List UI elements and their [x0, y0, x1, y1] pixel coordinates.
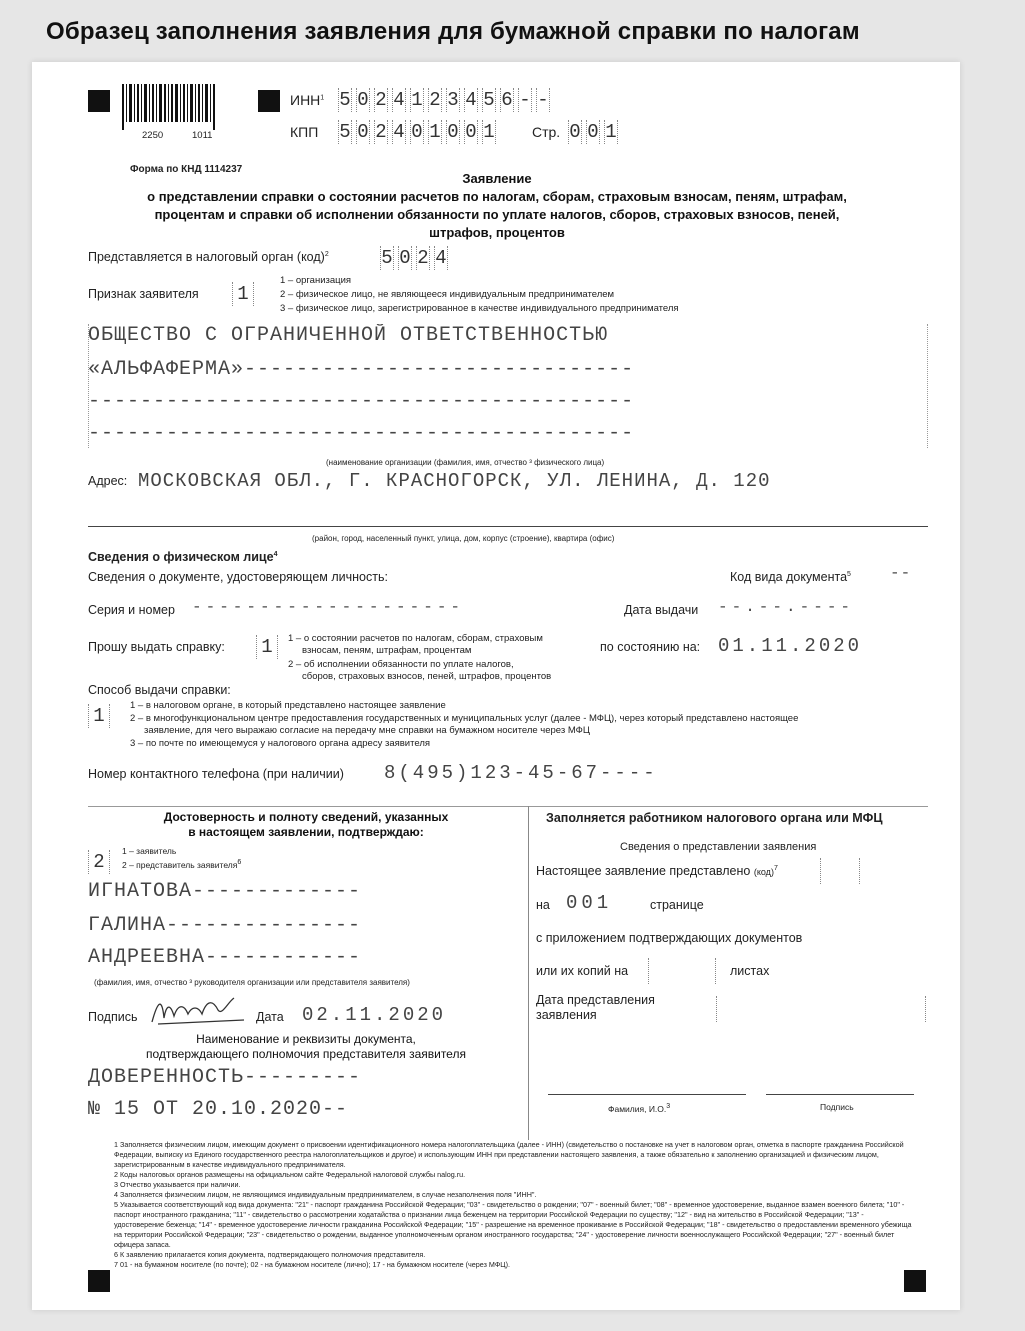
- name-field[interactable]: ГАЛИНА---------------: [88, 914, 362, 937]
- issue-date-field[interactable]: --.--.----: [718, 598, 855, 616]
- inn-cells-cell: 2: [375, 89, 387, 111]
- corner-marker: [258, 90, 280, 112]
- kpp-cells-cell: 4: [393, 121, 405, 143]
- submission-date-label: Дата представления заявления: [536, 993, 655, 1022]
- phone-field[interactable]: 8(495)123-45-67----: [384, 762, 658, 784]
- page-field[interactable]: [568, 120, 622, 144]
- applicant-sign-field[interactable]: 1: [232, 282, 258, 306]
- inn-label: ИНН$^1$: [290, 92, 325, 108]
- corner-marker: [88, 1270, 110, 1292]
- request-option-1a: 1 – о состоянии расчетов по налогам, сборам, страховым: [288, 633, 543, 644]
- on-label: на: [536, 898, 550, 912]
- copies-label: или их копий на: [536, 964, 629, 978]
- issue-date-label: Дата выдачи: [624, 603, 699, 617]
- tax-cells-cell: 2: [417, 247, 429, 269]
- corner-marker: [904, 1270, 926, 1292]
- presented-label: Настоящее заявление представлено (код)$^7$: [536, 864, 778, 878]
- official-fio-caption: Фамилия, И.О.$^3$: [608, 1103, 671, 1114]
- kpp-cells-cell: 0: [411, 121, 423, 143]
- delivery-field[interactable]: 1: [88, 704, 114, 728]
- delivery-label: Способ выдачи справки:: [88, 683, 231, 697]
- kpp-cells-cell: 1: [429, 121, 441, 143]
- inn-cells-cell: 3: [447, 89, 459, 111]
- fio-line: [548, 1094, 746, 1095]
- tax-office-code-field[interactable]: [380, 246, 452, 270]
- kpp-field[interactable]: [338, 120, 500, 144]
- date-label: Дата: [256, 1010, 284, 1024]
- footnote-3: 3 Отчество указывается при наличии.: [114, 1180, 241, 1189]
- tax-cells-cell: 5: [381, 247, 393, 269]
- kpp-cells-cell: 1: [483, 121, 495, 143]
- inn-cells-cell: -: [537, 89, 549, 111]
- delivery-option-2: 2 – в многофункциональном центре предоставления государственных и муниципальных услуг (далее - МФЦ), через который представлено настоящее: [130, 713, 799, 724]
- footnote-2: 2 Коды налоговых органов размещены на официальном сайте Федеральной налоговой службы nalog.ru.: [114, 1170, 466, 1179]
- footnotes: [114, 1140, 914, 1270]
- barcode-number-right: 1011: [192, 130, 213, 141]
- authority-doc-row-2[interactable]: № 15 ОТ 20.10.2020--: [88, 1098, 349, 1121]
- footnote-4: 4 Заполняется физическим лицом, не являющимся индивидуальным предпринимателем, в случае незаполнения поля "ИНН".: [114, 1190, 537, 1199]
- inn-cells-cell: 5: [339, 89, 351, 111]
- footnote-6: 6 К заявлению прилагается копия документа, подтверждающего полномочия представителя.: [114, 1250, 426, 1259]
- inn-cells-cell: 4: [465, 89, 477, 111]
- barcode-icon: [122, 84, 216, 130]
- page-cells-cell: 0: [587, 121, 599, 143]
- org-name-row-4[interactable]: ------------------------------------------: [88, 422, 635, 445]
- applicant-option-3: 3 – физическое лицо, зарегистрированное в качестве индивидуального предпринимателя: [280, 303, 679, 314]
- tax-cells-cell: 4: [435, 247, 447, 269]
- tax-office-label: Представляется в налоговый орган (код)$^2$: [88, 250, 329, 264]
- org-name-row-3[interactable]: ------------------------------------------: [88, 390, 635, 413]
- inn-field[interactable]: [338, 88, 554, 112]
- barcode-number-left: 2250: [142, 130, 164, 141]
- org-name-row-1[interactable]: ОБЩЕСТВО С ОГРАНИЧЕННОЙ ОТВЕТСТВЕННОСТЬЮ: [88, 324, 609, 347]
- form-code: Форма по КНД 1114237: [130, 164, 243, 175]
- kpp-cells-cell: 2: [375, 121, 387, 143]
- applicant-sign-label: Признак заявителя: [88, 287, 199, 301]
- presented-code-field[interactable]: [820, 858, 860, 884]
- inn-cells-cell: 4: [393, 89, 405, 111]
- fio-caption: (фамилия, имя, отчество ³ руководителя организации или представителя заявителя): [94, 978, 410, 987]
- pages-field[interactable]: 001: [566, 892, 613, 914]
- inn-cells-cell: 1: [411, 89, 423, 111]
- official-sign-caption: Подпись: [820, 1102, 854, 1112]
- surname-field[interactable]: ИГНАТОВА-------------: [88, 880, 362, 903]
- inn-cells-cell: 0: [357, 89, 369, 111]
- barcode: [122, 84, 216, 130]
- org-name-row-2[interactable]: «АЛЬФАФЕРМА»------------------------------: [88, 358, 635, 381]
- confirm-heading: Достоверность и полноту сведений, указанных в настоящем заявлении, подтверждаю:: [163, 810, 449, 839]
- doc-code-label: Код вида документа$^5$: [730, 570, 851, 584]
- applicant-option-1: 1 – организация: [280, 275, 352, 286]
- footnote-1: 1 Заполняется физическим лицом, имеющим документ о присвоении идентификационного номера налогоплательщика (далее - ИНН) (свидетельство о постановке на учет в налоговом орган, отметка в паспорте гражданина Российской Федерации, выписку из Единого государственного реестра налогоплательщиков и другое) и использующим ИНН при представлении настоящего заявления, а также обязательно к заполнению организацией и физическим лицом, зарегистрированным в качестве индивидуального предпринимателя.: [114, 1140, 904, 1169]
- footnote-7: 7 01 - на бумажном носителе (по почте); 02 - на бумажном носителе (лично); 17 - на бумажном носителе (через МФЦ).: [114, 1260, 510, 1269]
- submission-date-field[interactable]: [716, 996, 926, 1022]
- as-of-date-field[interactable]: 01.11.2020: [718, 635, 863, 657]
- confirm-field[interactable]: 2: [88, 850, 114, 874]
- patronymic-field[interactable]: АНДРЕЕВНА------------: [88, 946, 362, 969]
- section-divider: [88, 806, 928, 807]
- tax-cells-cell: 0: [399, 247, 411, 269]
- address-value[interactable]: МОСКОВСКАЯ ОБЛ., Г. КРАСНОГОРСК, УЛ. ЛЕНИНА, Д. 120: [138, 470, 771, 492]
- request-field[interactable]: 1: [256, 635, 282, 659]
- series-label: Серия и номер: [88, 603, 175, 617]
- page-title: Образец заполнения заявления для бумажной справки по налогам: [46, 18, 860, 45]
- as-of-label: по состоянию на:: [600, 640, 701, 654]
- series-field[interactable]: --------------------: [192, 598, 465, 616]
- org-name-caption: (наименование организации (фамилия, имя, отчество ³ физического лица): [326, 458, 605, 467]
- applicant-option-2: 2 – физическое лицо, не являющееся индивидуальным предпринимателем: [280, 289, 615, 300]
- kpp-label: КПП: [290, 124, 319, 140]
- address-caption: (район, город, населенный пункт, улица, дом, корпус (строение), квартира (офис): [312, 534, 615, 543]
- attach-label: с приложением подтверждающих документов: [536, 931, 803, 945]
- sign-date-field[interactable]: 02.11.2020: [302, 1004, 447, 1026]
- kpp-cells-cell: 0: [447, 121, 459, 143]
- inn-cells-cell: 5: [483, 89, 495, 111]
- phone-label: Номер контактного телефона (при наличии): [88, 767, 344, 781]
- application-form-sheet: [32, 62, 960, 1310]
- authority-doc-heading: Наименование и реквизиты документа, подтверждающего полномочия представителя заявителя: [146, 1032, 466, 1061]
- inn-cells-cell: 6: [501, 89, 513, 111]
- copies-field[interactable]: [648, 958, 716, 984]
- signature-image: [148, 992, 248, 1028]
- address-label: Адрес:: [88, 474, 128, 488]
- confirm-option-2: 2 – представитель заявителя$^6$: [122, 859, 242, 870]
- doc-label: Сведения о документе, удостоверяющем личность:: [88, 570, 388, 584]
- form-title: Заявление о представлении справки о состоянии расчетов по налогам, сборам, страховым взносам, пеням, штрафам, процентам и справки об исполнении обязанности по уплате налогов, сборов, страховых взносов, пеней, штрафов, процентов: [147, 171, 847, 240]
- column-divider: [528, 806, 529, 1140]
- page-cells-cell: 1: [605, 121, 617, 143]
- request-option-2a: 2 – об исполнении обязанности по уплате налогов,: [288, 659, 514, 670]
- official-heading: Заполняется работником налогового органа или МФЦ: [546, 811, 883, 825]
- inn-cells-cell: 2: [429, 89, 441, 111]
- page-cells-cell: 0: [569, 121, 581, 143]
- doc-code-field[interactable]: --: [890, 564, 912, 582]
- corner-marker: [88, 90, 110, 112]
- authority-doc-row-1[interactable]: ДОВЕРЕННОСТЬ---------: [88, 1066, 362, 1089]
- page-label: Стр.: [532, 124, 561, 140]
- confirm-option-1: 1 – заявитель: [122, 846, 177, 856]
- signature-label: Подпись: [88, 1010, 138, 1024]
- official-sub: Сведения о представлении заявления: [620, 841, 817, 853]
- pages-label: странице: [650, 898, 704, 912]
- request-option-2b: сборов, страховых взносов, пеней, штрафов, процентов: [302, 671, 552, 682]
- inn-cells-cell: -: [519, 89, 531, 111]
- kpp-cells-cell: 5: [339, 121, 351, 143]
- person-heading: Сведения о физическом лице$^4$: [88, 550, 278, 564]
- kpp-cells-cell: 0: [465, 121, 477, 143]
- signature-line: [766, 1094, 914, 1095]
- delivery-option-3: 3 – по почте по имеющемуся у налогового органа адресу заявителя: [130, 738, 431, 749]
- delivery-option-2b: заявление, для чего выражаю согласие на передачу мне справки на бумажном носителе через МФЦ: [144, 725, 590, 736]
- address-line: [88, 526, 928, 527]
- delivery-option-1: 1 – в налоговом органе, в который представлено настоящее заявление: [130, 700, 446, 711]
- kpp-cells-cell: 0: [357, 121, 369, 143]
- request-label: Прошу выдать справку:: [88, 640, 225, 654]
- request-option-1b: взносам, пеням, штрафам, процентам: [302, 645, 472, 656]
- sheets-label: листах: [730, 964, 770, 978]
- footnote-5: 5 Указывается соответствующий код вида документа: "21" - паспорт гражданина Российской Федерации; "03" - свидетельство о рождении; "07" - военный билет; "08" - временное удостоверение, выданное взамен военного билета; "10" - паспорт иностранного гражданина; "11" - свидетельство о рассмотрении ходатайства о признании лица беженцем на территории Российской Федерации по существу; "12" - вид на жительство в Российской Федерации; "13" - удостоверение беженца; "14" - временное удостоверение личности гражданина Российской Федерации; "15" - разрешение на временное проживание в Российской Федерации; "18" - свидетельство о предоставлении временного убежища на территории Российской Федерации; "23" - свидетельство о рождении, выданное уполномоченным органом иностранного государства; "24" - удостоверение личности военнослужащего Российской Федерации; "27" - военный билет офицера запаса.: [114, 1200, 912, 1249]
